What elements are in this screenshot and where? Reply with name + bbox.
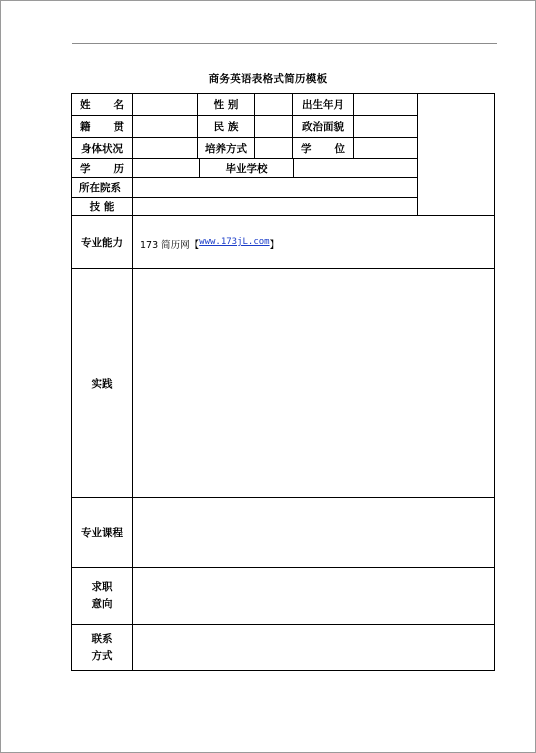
label-intention: 求职 意向 xyxy=(91,581,113,610)
table-border-top xyxy=(71,93,495,94)
label-origin: 籍 贯 xyxy=(80,121,124,133)
col-line xyxy=(293,158,294,177)
label-training: 培养方式 xyxy=(205,142,247,155)
label-health: 身体状况 xyxy=(81,142,123,155)
label-contact: 联系 方式 xyxy=(91,632,113,662)
table-border-right xyxy=(494,93,495,671)
label-gender: 性 别 xyxy=(213,99,239,111)
header-rule xyxy=(72,43,497,44)
label-name: 姓 名 xyxy=(80,99,124,111)
label-department: 所在院系 xyxy=(79,182,121,194)
row-line xyxy=(71,497,495,498)
col-line xyxy=(353,93,354,158)
label-courses: 专业课程 xyxy=(81,527,123,539)
label-school: 毕业学校 xyxy=(225,162,268,175)
ability-suffix: 】 xyxy=(269,240,280,251)
label-education: 学 历 xyxy=(80,162,124,175)
label-ethnicity: 民 族 xyxy=(213,121,239,133)
col-line xyxy=(254,93,255,158)
label-politics: 政治面貌 xyxy=(302,121,344,133)
label-birth: 出生年月 xyxy=(302,99,344,111)
table-border-bottom xyxy=(71,670,495,671)
website-link[interactable]: www.173jL.com xyxy=(199,237,270,247)
ability-prefix: 173 简历网【 xyxy=(140,240,200,251)
label-skills: 技 能 xyxy=(89,201,115,213)
col-line xyxy=(132,93,133,671)
ability-content xyxy=(133,216,494,268)
label-practice: 实践 xyxy=(91,377,113,390)
row-line xyxy=(71,567,495,568)
row-line xyxy=(71,268,495,269)
label-ability: 专业能力 xyxy=(81,236,123,249)
document-title: 商务英语表格式简历模板 xyxy=(208,73,328,85)
row-line xyxy=(71,624,495,625)
label-degree: 学 位 xyxy=(301,142,345,155)
photo-line xyxy=(417,93,418,216)
